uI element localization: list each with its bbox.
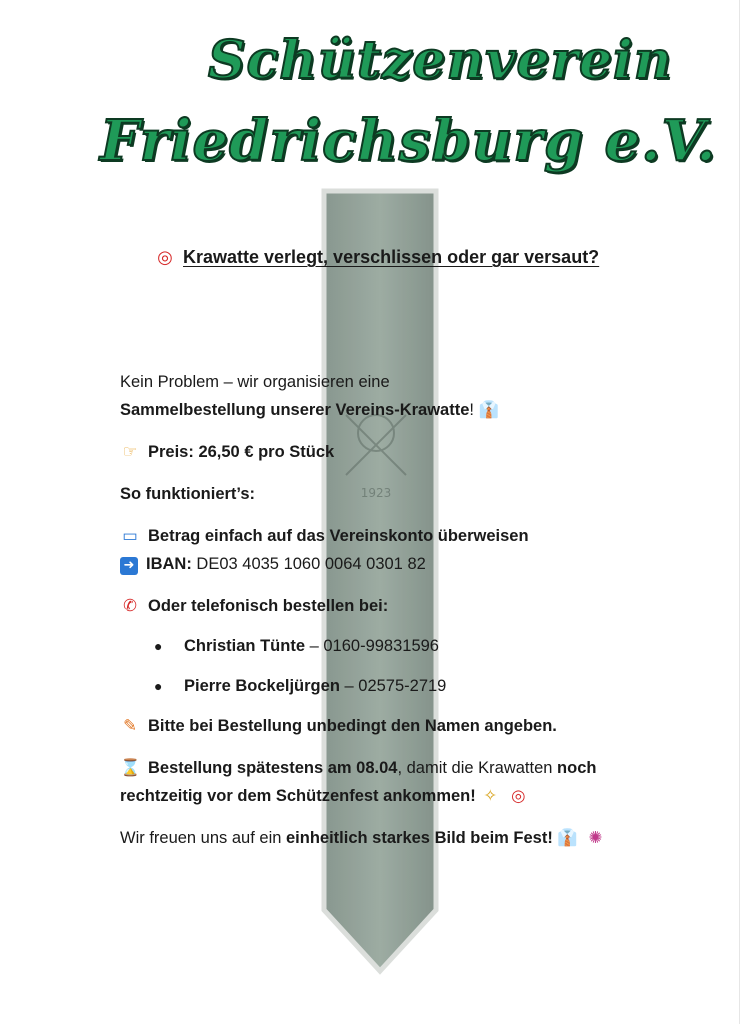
transfer-line [120,522,710,550]
flyer-content [120,368,710,852]
intro-line2 [120,396,710,424]
pencil-icon: ✎ [123,716,137,735]
phone-icon: ✆ [123,596,137,615]
contact-item [120,626,710,666]
intro-end: ! [469,401,474,419]
phone-heading-line [120,592,710,620]
transfer-text: Betrag einfach auf das Vereinskonto überweisen [148,527,529,545]
how-heading: So funktioniert’s: [120,485,256,503]
contact-sep: – [339,677,359,695]
price-line [120,438,710,466]
pointing-hand-icon: ☞ [122,442,138,461]
note-line [120,712,710,740]
headline [155,247,599,268]
target-icon: ◎ [157,247,173,268]
deadline-line2 [120,782,710,810]
contact-number: 0160-99831596 [323,637,439,655]
iban-label: IBAN: [146,555,192,573]
price-text: Preis: 26,50 € pro Stück [148,443,335,461]
closing-bold: einheitlich starkes Bild beim Fest! [286,829,553,847]
bullet-icon: ● [154,638,163,654]
headline-text: Krawatte verlegt, verschlissen oder gar versaut? [183,247,600,267]
right-arrow-icon: ➜ [120,557,138,575]
cheers-icon: ✧ [483,786,498,805]
hourglass-icon: ⌛ [120,758,141,777]
target-icon: ◎ [511,786,526,805]
contact-name: Pierre Bockeljürgen [184,677,340,695]
intro-line1: Kein Problem – wir organisieren eine [120,373,390,391]
deadline-line2-text: rechtzeitig vor dem Schützenfest ankommen! [120,787,476,805]
club-title-line2: Friedrichsburg e.V. [100,108,717,174]
deadline-normal: , damit die Krawatten [397,759,558,777]
note-text: Bitte bei Bestellung unbedingt den Namen angeben. [148,717,557,735]
contact-number: 02575-2719 [358,677,447,695]
shirt-tie-icon: 👔 [478,400,500,419]
tie-emblem-year: 1923 [360,486,392,500]
phone-heading: Oder telefonisch bestellen bei: [148,597,389,615]
party-popper-icon: ✺ [588,828,603,847]
iban-line [120,550,710,578]
intro-bold: Sammelbestellung unserer Vereins-Krawatte [120,401,470,419]
shirt-tie-icon: 👔 [557,828,578,847]
contact-name: Christian Tünte [184,637,306,655]
bullet-icon: ● [154,678,163,694]
closing-line [120,824,710,852]
closing-normal: Wir freuen uns auf ein [120,829,286,847]
deadline-line1 [120,754,710,782]
deadline-bold1: Bestellung spätestens am 08.04 [148,759,398,777]
contact-sep: – [305,637,324,655]
credit-card-icon: ▭ [122,526,138,545]
iban-value: DE03 4035 1060 0064 0301 82 [196,555,426,573]
contact-item [120,666,710,706]
deadline-bold2: noch [557,759,597,777]
club-title-line1: Schützenverein [208,30,673,91]
